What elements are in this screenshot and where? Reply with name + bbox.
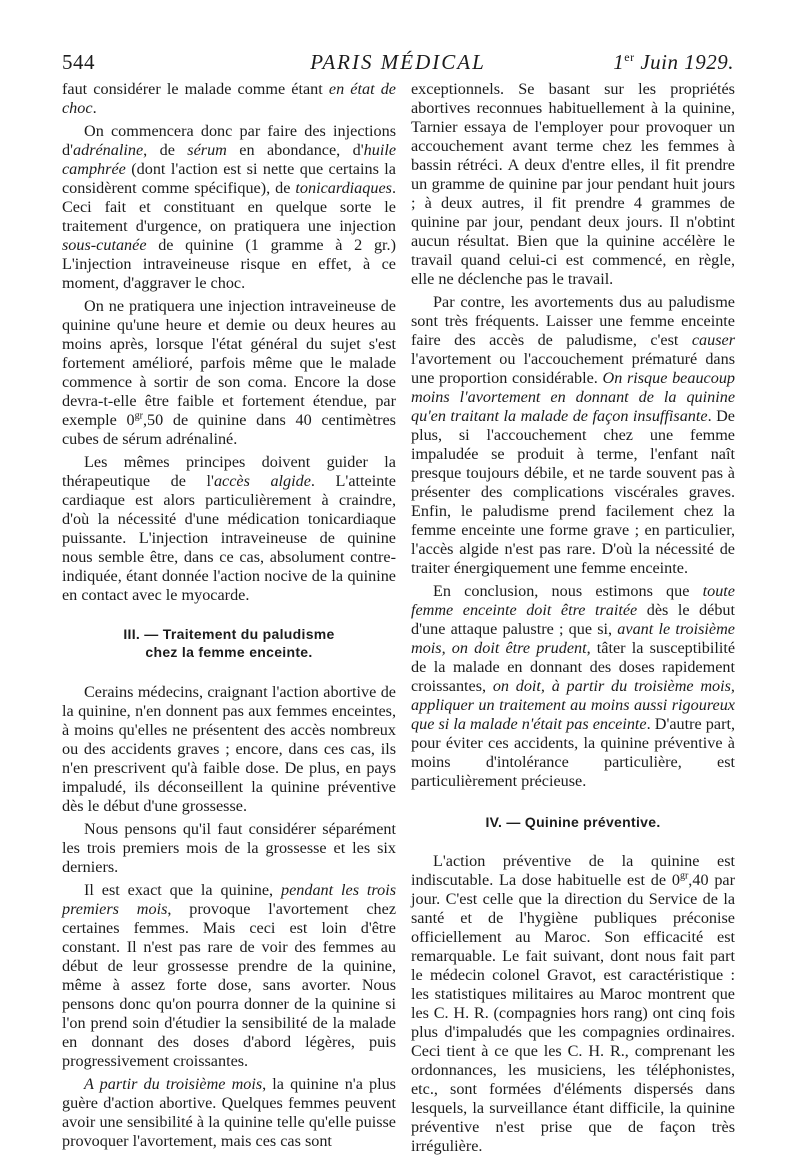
- left-column: [62, 80, 396, 1151]
- date-superscript: er: [624, 50, 635, 64]
- text-run: ,50 de quinine dans 40 centimètres cubes de sérum adrénaliné.: [62, 411, 396, 448]
- text-run: Les mêmes principes doivent guider la thérapeutique de l': [62, 453, 396, 490]
- page-header: [62, 50, 734, 76]
- paragraph: [62, 80, 396, 118]
- heading-line: III. — Traitement du paludisme: [123, 626, 335, 642]
- text-run: ,40 par jour. C'est celle que la direction du Service de la santé et de l'hygiène publiques préconise officiellement au Maroc. Son efficacité est remarquable. Le fait suivant, dont nous fait part le médecin colonel Gravot, est caractéristique : les statistiques militaires au Maroc montrent que les C. H. R. (compagnies hors rang) ont cinq fois plus d'impaludés que les compagnies ordinaires. Ceci tient à ce que les C. H. R., comprenant les ordonnances, les musiciens, les téléphonistes, etc., sont formées d'éléments dispersés dans lesquels, la surveillance étant difficile, la quinine préventive n'est prise que de façon très irrégulière.: [411, 871, 735, 1155]
- italic-text: causer: [691, 331, 735, 349]
- text-run: .: [92, 99, 97, 117]
- paragraph: Nous pensons qu'il faut considérer séparément les trois premiers mois de la grossesse et les six derniers.: [62, 820, 396, 876]
- text-run: . D'autre part, pour éviter ces accidents, la quinine préventive à moins d'intolérance particulière, est particulièrement précieuse.: [411, 715, 735, 790]
- italic-text: On risque beaucoup moins l'avortement en donnant de la quinine qu'en traitant la malade de façon insuffisante: [411, 369, 736, 425]
- text-run: On ne pratiquera une injection intraveineuse de quinine qu'une heure et demie ou deux heures au moins après, lorsque l'état général du sujet s'est fortement amélioré, parfois même que le malade commence à sortir de son coma. Encore la dose devra-t-elle être faible et fortement étendue, par exemple 0: [62, 297, 396, 429]
- paragraph: [62, 122, 396, 293]
- paragraph: [62, 297, 396, 449]
- text-run: , tâter la susceptibilité de la malade en donnant des doses rapidement croissantes,: [411, 639, 735, 695]
- italic-text: avant le troisième mois, on doit être prudent: [411, 620, 735, 657]
- text-run: faut considérer le malade comme étant: [62, 80, 329, 98]
- text-run: Il est exact que la quinine,: [84, 881, 281, 899]
- italic-text: accès algide: [213, 472, 311, 490]
- text-run: dès le début d'une attaque palustre ; que si,: [411, 601, 735, 638]
- right-column: [411, 80, 735, 1156]
- italic-text: en état de choc: [62, 80, 396, 117]
- superscript: gr: [679, 870, 689, 882]
- heading-line: IV. — Quinine préventive.: [485, 814, 661, 830]
- text-run: , la quinine n'a plus guère d'action abortive. Quelques femmes peuvent avoir une sensibilité à la quinine telle qu'elle puisse provoquer l'avortement, mais ces cas sont: [62, 1075, 396, 1150]
- paragraph: [411, 293, 735, 578]
- italic-text: pendant les trois premiers mois: [62, 881, 396, 918]
- text-run: , de: [143, 141, 188, 159]
- text-run: . Ceci fait et constituant en quelque sorte le traitement d'urgence, on pratiquera une injection: [62, 179, 396, 235]
- heading-line: chez la femme enceinte.: [145, 644, 313, 660]
- superscript: gr: [134, 410, 143, 422]
- italic-text: sous-cutanée: [62, 236, 147, 254]
- paragraph: [62, 453, 396, 605]
- text-run: l'avortement ou l'accouchement prématuré dans une proportion considérable.: [411, 350, 735, 387]
- page-number: 544: [62, 50, 95, 74]
- journal-title: PARIS MÉDICAL: [310, 50, 486, 74]
- paragraph: exceptionnels. Se basant sur les propriétés abortives reconnues habituellement à la quinine, Tarnier essaya de l'employer pour provoquer un accouchement avant terme chez les femmes à bassin rétréci. A deux d'entre elles, il fit prendre un gramme de quinine par jour pendant huit jours ; à deux autres, il fit prendre 4 grammes de quinine par jour, pendant deux jours. Il n'obtint aucun résultat. Bien que la quinine accélère le travail quand celui-ci est commencé, en règle, elle ne déclenche pas le travail.: [411, 80, 735, 288]
- italic-text: A partir du troisième mois: [84, 1075, 263, 1093]
- italic-text: tonicardiaques: [295, 179, 392, 197]
- text-run: en abondance, d': [226, 141, 364, 159]
- text-run: On commencera donc par faire des injections d': [62, 122, 396, 159]
- paragraph: Cerains médecins, craignant l'action abortive de la quinine, n'en donnent pas aux femmes enceintes, à moins qu'elles ne présentent des accès nombreux ou des accidents graves ; encore, dans ces cas, ils n'en prescrivent qu'à faible dose. De plus, en pays impaludé, ils déconseillent la quinine préventive dès le début d'une grossesse.: [62, 683, 396, 815]
- text-run: Par contre, les avortements dus au paludisme sont très fréquents. Laisser une femme enceinte faire des accès de paludisme, c'est: [411, 293, 735, 349]
- text-run: En conclusion, nous estimons que: [433, 582, 703, 600]
- paragraph: [62, 1075, 396, 1151]
- section-heading-3: [62, 625, 396, 661]
- text-run: , provoque l'avortement chez certaines femmes. Mais ceci est loin d'être constant. Il n'est pas rare de voir des femmes au début de leur grossesse prendre de la quinine, même à assez forte dose, sans avorter. Nous pensons donc qu'on pourra donner de la quinine si l'on prend soin d'étudier la sensibilité de la malade en donnant des doses d'abord légères, puis progressivement croissantes.: [62, 900, 397, 1070]
- section-heading-4: [411, 813, 735, 831]
- italic-text: toute femme enceinte doit être traitée: [411, 582, 735, 619]
- italic-text: adrénaline: [73, 141, 144, 159]
- text-run: . De plus, si l'accouchement chez une femme impaludée se produit à terme, l'enfant naît presque toujours débile, et ne tarde souvent pas à présenter des complications viscérales graves. Enfin, le paludisme prend facilement chez la femme enceinte une forme grave ; en particulier, l'accès algide n'est pas rare. D'où la nécessité de traiter énergiquement une femme enceinte.: [411, 407, 735, 577]
- paragraph: [411, 852, 735, 1156]
- text-run: (dont l'action est si nette que certains la considèrent comme spécifique), de: [62, 160, 396, 197]
- paragraph: [62, 881, 396, 1071]
- paragraph: [411, 582, 735, 791]
- text-run: . L'atteinte cardiaque est alors particulièrement à craindre, d'où la nécessité d'une médication tonicardiaque puissante. L'injection intraveineuse de quinine nous semble être, dans ce cas, absolument contre-indiquée, étant donnée l'action nocive de la quinine en contact avec le myocarde.: [62, 472, 396, 604]
- italic-text: on doit, à partir du troisième mois, appliquer un traitement au moins aussi rigoureux que si la malade n'était pas enceinte: [411, 677, 735, 733]
- italic-text: huile camphrée: [62, 141, 397, 178]
- text-run: de quinine (1 gramme à 2 gr.) L'injection intraveineuse risque en effet, à ce moment, d'aggraver le choc.: [62, 236, 396, 292]
- text-run: L'action préventive de la quinine est indiscutable. La dose habituelle est de 0: [411, 852, 735, 889]
- date-text: Juin 1929.: [634, 50, 734, 74]
- italic-text: sérum: [187, 141, 227, 159]
- issue-date: 1er Juin 1929.: [613, 50, 734, 74]
